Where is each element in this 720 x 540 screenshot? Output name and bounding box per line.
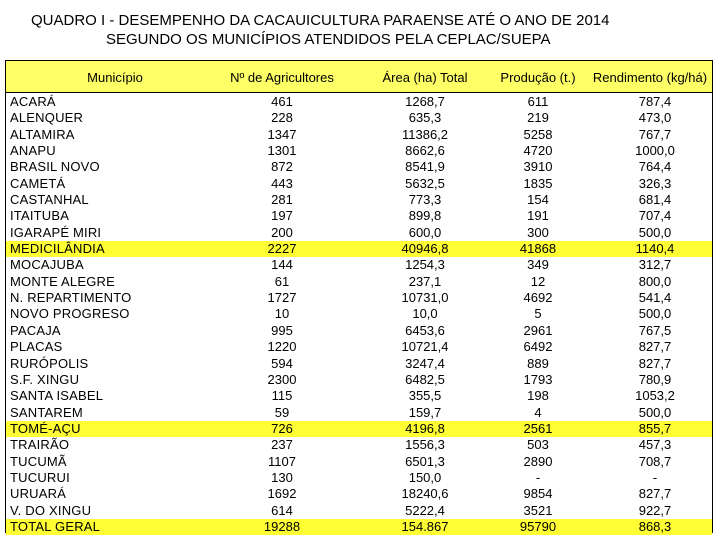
cell-producao: 191	[527, 208, 549, 224]
cell-area: 773,3	[408, 192, 442, 208]
table-row	[6, 372, 712, 388]
cell-area: 237,1	[408, 273, 442, 289]
cell-municipio: SANTAREM	[10, 404, 83, 420]
table-row	[6, 143, 712, 159]
cell-area: 5222,4	[405, 502, 445, 518]
cell-agricultores: 130	[271, 469, 293, 485]
table-row	[6, 274, 712, 290]
cell-rendimento: 681,4	[638, 192, 672, 208]
cell-area: 154.867	[401, 518, 449, 534]
cell-rendimento: 787,4	[638, 94, 672, 109]
cell-area: 635,3	[408, 110, 442, 126]
table-row	[6, 127, 712, 143]
cell-rendimento: 312,7	[638, 257, 672, 273]
cell-agricultores: 995	[271, 322, 293, 338]
table-row	[6, 306, 712, 322]
header-agricultores: Nº de Agricultores	[230, 70, 334, 85]
cell-area: 10,0	[412, 306, 438, 322]
cell-agricultores: 1692	[267, 486, 297, 502]
cell-area: 6453,6	[405, 322, 445, 338]
cell-producao: 4692	[523, 290, 553, 306]
cell-agricultores: 61	[274, 273, 290, 289]
cell-agricultores: 872	[271, 159, 293, 175]
table-row	[6, 486, 712, 502]
cell-agricultores: 281	[271, 192, 293, 208]
cell-municipio: ANAPU	[10, 143, 56, 159]
table-row	[6, 405, 712, 421]
table-row	[6, 241, 712, 257]
cell-agricultores: 1107	[268, 453, 296, 469]
cell-rendimento: 707,4	[638, 208, 672, 224]
cell-area: 18240,6	[401, 486, 449, 502]
cell-municipio: TOMÉ-AÇU	[10, 420, 81, 436]
cell-producao: 5258	[523, 126, 553, 142]
cell-producao: 503	[527, 437, 549, 453]
cell-municipio: TOTAL GERAL	[10, 518, 101, 534]
table-header	[6, 61, 712, 93]
table-row	[6, 356, 712, 372]
cell-agricultores: 594	[271, 355, 293, 371]
cell-municipio: TRAIRÃO	[10, 437, 70, 453]
cell-producao: 2961	[523, 322, 553, 338]
page-title	[0, 11, 720, 49]
cell-producao: 2890	[523, 453, 553, 469]
cell-producao: 154	[527, 192, 549, 208]
cell-rendimento: 922,7	[638, 502, 672, 518]
cell-municipio: CAMETÁ	[10, 175, 66, 191]
cell-municipio: SANTA ISABEL	[10, 388, 104, 404]
cell-area: 5632,5	[405, 175, 445, 191]
cell-rendimento: 500,0	[638, 306, 672, 322]
cell-area: 899,8	[408, 208, 442, 224]
cell-area: 11386,2	[401, 126, 449, 142]
cell-rendimento: 500,0	[638, 224, 672, 240]
cell-area: 6501,3	[405, 453, 445, 469]
cell-agricultores: 144	[271, 257, 293, 273]
cell-rendimento: 868,3	[638, 518, 672, 534]
table-row	[6, 290, 712, 306]
cell-municipio: TUCURUI	[10, 469, 70, 485]
cell-producao: 41868	[519, 241, 557, 257]
cell-agricultores: 200	[271, 224, 293, 240]
cell-area: 10731,0	[401, 290, 449, 306]
table-row	[6, 225, 712, 241]
cell-municipio: IGARAPÉ MIRI	[10, 224, 102, 240]
cell-municipio: ITAITUBA	[10, 208, 70, 224]
cell-municipio: URUARÁ	[10, 486, 67, 502]
cell-agricultores: 2300	[267, 371, 297, 387]
table-row	[6, 110, 712, 126]
title-line-2: SEGUNDO OS MUNICÍPIOS ATENDIDOS PELA CEPLAC/SUEPA	[106, 31, 551, 48]
cell-area: 159,7	[408, 404, 442, 420]
cell-municipio: PACAJA	[10, 322, 61, 338]
cell-agricultores: 1347	[267, 126, 297, 142]
table-row	[6, 470, 712, 486]
cell-area: 8541,9	[405, 159, 445, 175]
cell-rendimento: 500,0	[638, 404, 672, 420]
cell-producao: 95790	[519, 518, 557, 534]
cell-agricultores: 228	[271, 110, 293, 126]
table-body	[6, 94, 712, 535]
table-row	[6, 388, 712, 404]
cell-producao: 198	[527, 388, 549, 404]
table-row	[6, 437, 712, 453]
header-rendimento: Rendimento (kg/há)	[592, 70, 708, 85]
cell-agricultores: 2227	[267, 241, 297, 257]
table-row	[6, 176, 712, 192]
table-row	[6, 323, 712, 339]
header-municipio: Município	[87, 70, 143, 85]
cell-rendimento: 473,0	[638, 110, 672, 126]
cell-agricultores: 237	[271, 437, 293, 453]
cell-agricultores: 443	[271, 175, 293, 191]
cell-area: 355,5	[408, 388, 442, 404]
cell-municipio: V. DO XINGU	[10, 502, 92, 518]
cell-producao: 219	[527, 110, 549, 126]
cell-rendimento: 827,7	[638, 355, 672, 371]
table-row	[6, 159, 712, 175]
cell-rendimento: 780,9	[638, 371, 672, 387]
table-row	[6, 257, 712, 273]
cell-area: 6482,5	[405, 371, 445, 387]
cell-producao: 4720	[523, 143, 553, 159]
cell-area: 1556,3	[405, 437, 445, 453]
cell-municipio: ALENQUER	[10, 110, 84, 126]
cell-municipio: MOCAJUBA	[10, 257, 84, 273]
cell-agricultores: 59	[274, 404, 290, 420]
cell-rendimento: 855,7	[638, 420, 672, 436]
cell-agricultores: 197	[271, 208, 293, 224]
cell-municipio: RURÓPOLIS	[10, 355, 89, 371]
table-row	[6, 192, 712, 208]
cell-municipio: BRASIL NOVO	[10, 159, 100, 175]
cell-producao: 12	[530, 273, 546, 289]
cell-municipio: N. REPARTIMENTO	[10, 290, 132, 306]
cell-rendimento: 708,7	[638, 453, 672, 469]
cell-rendimento: 1000,0	[635, 143, 675, 159]
cell-area: 4196,8	[405, 420, 445, 436]
cell-producao: -	[535, 469, 541, 485]
cell-rendimento: 457,3	[638, 437, 672, 453]
cell-rendimento: 767,7	[638, 126, 672, 142]
cell-producao: 300	[527, 224, 549, 240]
cell-producao: 3521	[523, 502, 553, 518]
cell-agricultores: 461	[271, 94, 293, 109]
total-row	[6, 519, 712, 535]
cell-rendimento: 326,3	[638, 175, 672, 191]
table-row	[6, 339, 712, 355]
table-row	[6, 94, 712, 110]
cell-area: 150,0	[408, 469, 442, 485]
cell-producao: 5	[534, 306, 542, 322]
cell-agricultores: 726	[271, 420, 293, 436]
cell-area: 600,0	[408, 224, 442, 240]
cell-area: 3247,4	[405, 355, 445, 371]
cell-rendimento: 767,5	[638, 322, 672, 338]
cell-rendimento: 1053,2	[635, 388, 675, 404]
table-row	[6, 421, 712, 437]
cell-agricultores: 1301	[267, 143, 297, 159]
cell-municipio: NOVO PROGRESO	[10, 306, 130, 322]
cell-municipio: MEDICILÂNDIA	[10, 241, 105, 257]
cell-producao: 4	[534, 404, 542, 420]
cell-producao: 349	[527, 257, 549, 273]
cell-area: 1268,7	[405, 94, 445, 109]
cell-producao: 611	[527, 94, 549, 109]
data-table	[5, 60, 713, 533]
cell-agricultores: 115	[271, 388, 293, 404]
cell-municipio: TUCUMÃ	[10, 453, 67, 469]
cell-rendimento: 800,0	[638, 273, 672, 289]
cell-municipio: ALTAMIRA	[10, 126, 75, 142]
cell-agricultores: 10	[274, 306, 290, 322]
cell-municipio: MONTE ALEGRE	[10, 273, 115, 289]
cell-agricultores: 614	[271, 502, 293, 518]
cell-rendimento: 764,4	[638, 159, 672, 175]
cell-agricultores: 1727	[267, 290, 297, 306]
title-line-1: QUADRO I - DESEMPENHO DA CACAUICULTURA PARAENSE ATÉ O ANO DE 2014	[31, 12, 610, 29]
cell-municipio: PLACAS	[10, 339, 63, 355]
cell-municipio: CASTANHAL	[10, 192, 89, 208]
cell-rendimento: -	[652, 469, 658, 485]
cell-producao: 889	[527, 355, 549, 371]
cell-producao: 1835	[523, 175, 553, 191]
cell-producao: 1793	[523, 371, 553, 387]
cell-producao: 2561	[523, 420, 553, 436]
table-row	[6, 208, 712, 224]
header-producao: Produção (t.)	[500, 70, 576, 85]
cell-rendimento: 827,7	[638, 339, 672, 355]
table-row	[6, 454, 712, 470]
table-row	[6, 503, 712, 519]
cell-area: 1254,3	[405, 257, 445, 273]
header-area: Área (ha) Total	[382, 70, 468, 85]
cell-municipio: ACARÁ	[10, 94, 56, 109]
cell-rendimento: 541,4	[638, 290, 672, 306]
cell-producao: 9854	[523, 486, 553, 502]
cell-agricultores: 1220	[267, 339, 297, 355]
cell-rendimento: 1140,4	[635, 241, 675, 257]
cell-area: 8662,6	[405, 143, 445, 159]
cell-area: 10721,4	[401, 339, 449, 355]
cell-area: 40946,8	[401, 241, 449, 257]
cell-municipio: S.F. XINGU	[10, 371, 80, 387]
cell-producao: 3910	[523, 159, 553, 175]
cell-rendimento: 827,7	[638, 486, 672, 502]
cell-agricultores: 19288	[263, 518, 301, 534]
cell-producao: 6492	[523, 339, 553, 355]
